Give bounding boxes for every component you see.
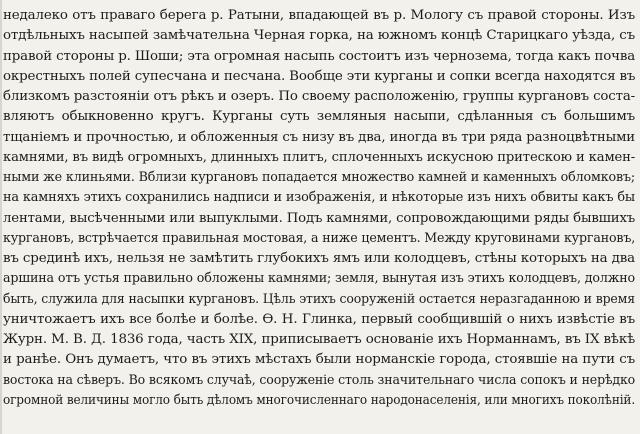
body-text	[3, 6, 635, 411]
page-edge	[0, 0, 2, 434]
text-line: кургановъ, встрѣчается правильная мостовая, а ниже цементъ. Между круговинами кургановъ,	[3, 230, 635, 246]
text-line: Журн. М. В. Д. 1836 года, часть XIX, приписываетъ основаніе ихъ Норманнамъ, въ IX вѣкѣ	[3, 332, 635, 347]
text-line: недалеко отъ праваго берега р. Ратыни, впадающей въ р. Мологу съ правой стороны. Изъ	[3, 8, 635, 23]
text-line: близкомъ разстояніи отъ рѣкъ и озеръ. По своему расположенію, группы кургановъ соста-	[3, 89, 635, 104]
text-line: огромной величины могло быть дѣломъ многочисленнаго народонаселенія, или многихъ поколѣній.	[3, 392, 635, 408]
text-line: лентами, высѣченными или выпуклыми. Подъ камнями, сопровождающими ряды бывшихъ	[3, 210, 635, 226]
text-line: быть, служила для насыпки кургановъ. Цѣль этихъ сооруженій остается неразгаданною и время	[3, 291, 635, 307]
text-line: и ранѣе. Онъ думаетъ, что въ этихъ мѣстахъ были норманскіе города, стоявшіе на пути съ	[3, 352, 635, 368]
text-line: ными же клиньями. Вблизи кургановъ попадается множество камней и каменныхъ обломковъ;	[3, 170, 635, 185]
text-line: окрестныхъ полей супесчана и песчана. Вообще эти курганы и сопки всегда находятся въ	[3, 68, 635, 84]
text-line: аршина отъ устья правильно обложены камнями; земля, вынутая изъ этихъ колодцевъ, должно	[3, 271, 635, 287]
text-line: камнями, въ видѣ огромныхъ, длинныхъ плитъ, сплоченныхъ искусною притескою и камен-	[3, 149, 635, 165]
text-line: правой стороны р. Шоши; эта огромная насыпь состоитъ изъ чернозема, тогда какъ почва	[3, 48, 635, 64]
text-line: на камняхъ этихъ сохранились надписи и изображенія, и нѣкоторые изъ нихъ обвиты какъ бы	[3, 190, 635, 206]
text-line: отдѣльныхъ насыпей замѣчательна Черная горка, на южномъ концѣ Старицкаго уѣзда, съ	[3, 28, 635, 44]
text-line: въ срединѣ ихъ, нельзя не замѣтить глубокихъ ямъ или колодцевъ, стѣны которыхъ на два	[3, 251, 635, 266]
text-line: уничтожаетъ ихъ все болѣе и болѣе. Ѳ. Н. Глинка, первый сообщившій о нихъ извѣстіе въ	[3, 311, 635, 327]
text-line: востока на сѣверъ. Во всякомъ случаѣ, сооруженіе столь значительнаго числа сопокъ и нерѣдко	[3, 372, 635, 388]
text-line: вляютъ обыкновенно кругъ. Курганы суть земляныя насыпи, сдѣланныя съ большимъ	[3, 109, 635, 125]
text-line: тщаніемъ и прочностью, и обложенныя съ низу въ два, иногда въ три ряда разноцвѣтными	[3, 129, 635, 145]
